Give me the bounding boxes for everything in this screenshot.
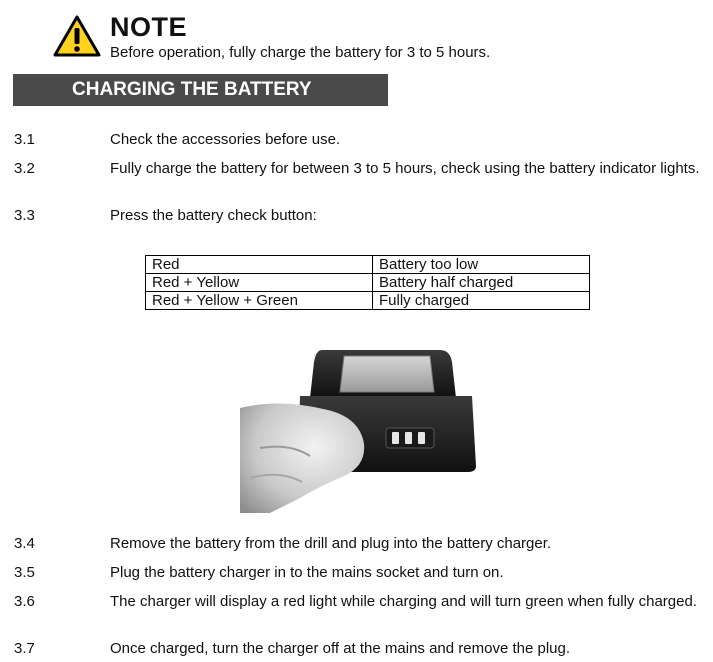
table-row	[146, 274, 590, 292]
indicator-table	[145, 255, 590, 310]
warning-icon	[52, 14, 102, 58]
table-row	[146, 256, 590, 274]
step-text: Check the accessories before use.	[110, 131, 341, 148]
table-cell-status: Battery too low	[373, 256, 590, 274]
step-text: Press the battery check button:	[110, 207, 317, 224]
table-cell-lights: Red + Yellow	[146, 274, 373, 292]
step-number: 3.6	[14, 593, 35, 610]
table-cell-status: Fully charged	[373, 292, 590, 310]
step-number: 3.2	[14, 160, 35, 177]
step-text: The charger will display a red light while charging and will turn green when fully charged.	[110, 593, 697, 610]
battery-check-photo	[240, 348, 480, 513]
note-text: Before operation, fully charge the battery for 3 to 5 hours.	[110, 44, 491, 61]
step-text: Fully charge the battery for between 3 to 5 hours, check using the battery indicator lights.	[110, 160, 700, 177]
step-number: 3.3	[14, 207, 35, 224]
step-number: 3.4	[14, 535, 35, 552]
step-number: 3.5	[14, 564, 35, 581]
step-text: Remove the battery from the drill and plug into the battery charger.	[110, 535, 552, 552]
step-number: 3.7	[14, 640, 35, 657]
table-row	[146, 292, 590, 310]
section-header	[13, 74, 388, 106]
step-text: Once charged, turn the charger off at the mains and remove the plug.	[110, 640, 570, 657]
section-title: CHARGING THE BATTERY	[72, 79, 312, 100]
step-text: Plug the battery charger in to the mains socket and turn on.	[110, 564, 504, 581]
step-number: 3.1	[14, 131, 35, 148]
note-title: NOTE	[110, 12, 188, 42]
table-cell-lights: Red + Yellow + Green	[146, 292, 373, 310]
table-cell-status: Battery half charged	[373, 274, 590, 292]
table-cell-lights: Red	[146, 256, 373, 274]
